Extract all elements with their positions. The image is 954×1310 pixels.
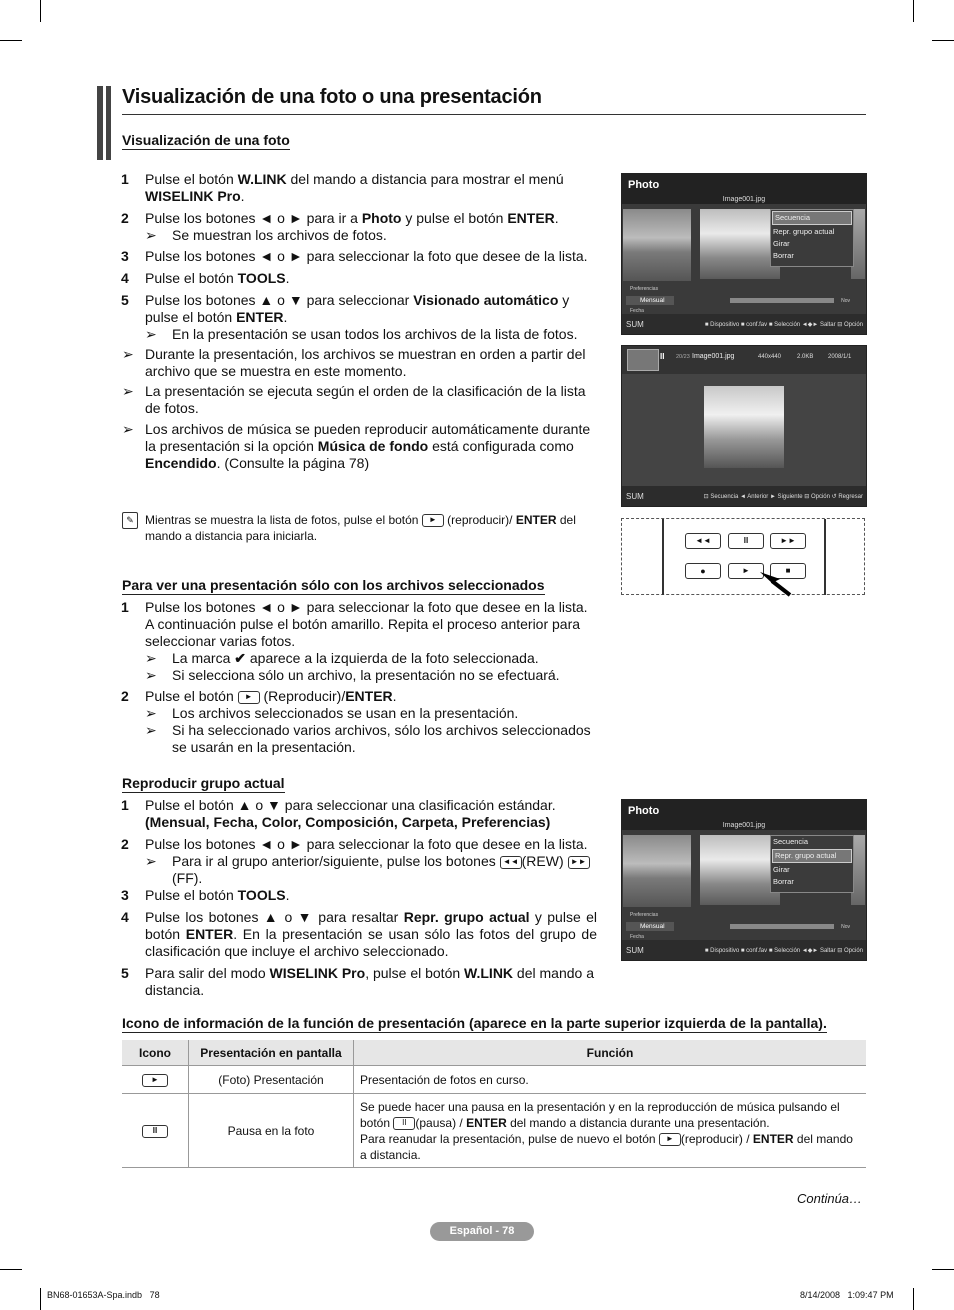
pause-icon: II <box>142 1125 168 1138</box>
table-row: ► (Foto) Presentación Presentación de fotos en curso. <box>122 1066 866 1094</box>
section-heading-play-current-group: Reproducir grupo actual <box>122 775 285 791</box>
pause-button: II <box>728 533 764 549</box>
play-button-icon: ► <box>422 514 444 527</box>
sheep-thumbnail <box>623 209 691 281</box>
rew-button-icon: ◄◄ <box>500 856 522 869</box>
page-title: Visualización de una foto o una presentación <box>122 86 542 108</box>
record-button: ● <box>685 563 721 579</box>
arrow-icon: ➢ <box>145 227 157 243</box>
arrow-icon: ➢ <box>145 667 157 683</box>
footer-file: BN68-01653A-Spa.indb 78 <box>47 1290 160 1300</box>
arrow-icon: ➢ <box>145 650 157 666</box>
ff-button: ►► <box>770 533 806 549</box>
tv-screen-slideshow: II 20/23 Image001.jpg 440x440 2.0KB 2008/1/1 SUM ⊡ Secuencia ◄ Anterior ► Siguiente ⊟ Opción ↺ Regresar <box>621 345 867 507</box>
tv-screen-photo-list: Photo Image001.jpg Secuencia Repr. grupo actual Girar Borrar Preferencias Mensual Fecha Nov SUM ■ Dispositivo ■ conf.fav ■ Selección ◄◆► Saltar ⊟ Opción <box>621 173 867 335</box>
memo-icon: ✎ <box>122 512 138 529</box>
table-row: II Pausa en la foto Se puede hacer una pausa en la presentación y en la reproducción de música pulsando el botón II (pausa) / ENTER del mando a distancia durante una presentación. Para reanudar la presentación, pulse de nuevo el botón ► (reproducir) / ENTER del mando a distancia. <box>122 1094 866 1168</box>
tools-menu: Secuencia Repr. grupo actual Girar Borrar <box>770 835 854 893</box>
step-1: Pulse el botón W.LINK del mando a distancia para mostrar el menú WISELINK Pro. <box>145 171 564 204</box>
arrow-icon: ➢ <box>145 722 157 738</box>
note-arrow: ➢ Se muestran los archivos de fotos. <box>145 227 387 243</box>
sky-thumbnail <box>700 209 780 279</box>
play-button-icon: ► <box>659 1133 681 1146</box>
sky-thumbnail <box>700 835 780 905</box>
play-icon: ► <box>142 1074 168 1087</box>
continued-label: Continúa… <box>797 1191 863 1206</box>
arrow-icon: ➢ <box>122 346 134 362</box>
sheep-thumbnail <box>623 835 691 907</box>
tools-menu: Secuencia Repr. grupo actual Girar Borrar <box>770 209 854 267</box>
section-heading-icon-info: Icono de información de la función de presentación (aparece en la parte superior izquierda de la pantalla). <box>122 1015 827 1031</box>
section-heading-view-photo: Visualización de una foto <box>122 132 290 148</box>
slideshow-thumbnail <box>627 349 659 371</box>
section-heading-selected-slideshow: Para ver una presentación sólo con los archivos seleccionados <box>122 577 545 593</box>
remote-control-illustration <box>621 518 865 595</box>
tv-screen-photo-list-group: Photo Image001.jpg Secuencia Repr. grupo actual Girar Borrar Preferencias Mensual Fecha Nov SUM ■ Dispositivo ■ conf.fav ■ Selección ◄◆► Saltar ⊟ Opción <box>621 799 867 961</box>
slideshow-photo <box>704 386 784 468</box>
pointer-icon <box>754 567 796 597</box>
stop-button: ■ <box>770 563 806 579</box>
pause-button-icon: II <box>393 1117 415 1130</box>
play-button: ► <box>728 563 764 579</box>
arrow-icon: ➢ <box>122 383 134 399</box>
rew-button: ◄◄ <box>685 533 721 549</box>
arrow-icon: ➢ <box>122 421 134 437</box>
play-button-icon: ► <box>238 691 260 704</box>
page-number-badge: Español - 78 <box>430 1222 534 1241</box>
ff-button-icon: ►► <box>568 856 590 869</box>
step-2: Pulse los botones ◄ o ► para ir a Photo y pulse el botón ENTER. <box>145 210 559 226</box>
arrow-icon: ➢ <box>145 705 157 721</box>
arrow-icon: ➢ <box>145 853 157 869</box>
arrow-icon: ➢ <box>145 326 157 342</box>
check-mark-icon: ✔ <box>234 650 246 666</box>
footer-date: 8/14/2008 1:09:47 PM <box>800 1290 894 1300</box>
icon-info-table: Icono Presentación en pantalla Función ► (Foto) Presentación Presentación de fotos en curso. II Pausa en la foto Se puede hacer una pausa en la presentación y en la reproducción de música pulsando el botón II (pausa) / ENTER del mando a distancia durante una presentación. Para reanudar la presentación, pulse de nuevo el botón ► (reproducir) / ENTER del mando a distancia. <box>122 1040 866 1168</box>
pause-icon: II <box>660 352 665 361</box>
